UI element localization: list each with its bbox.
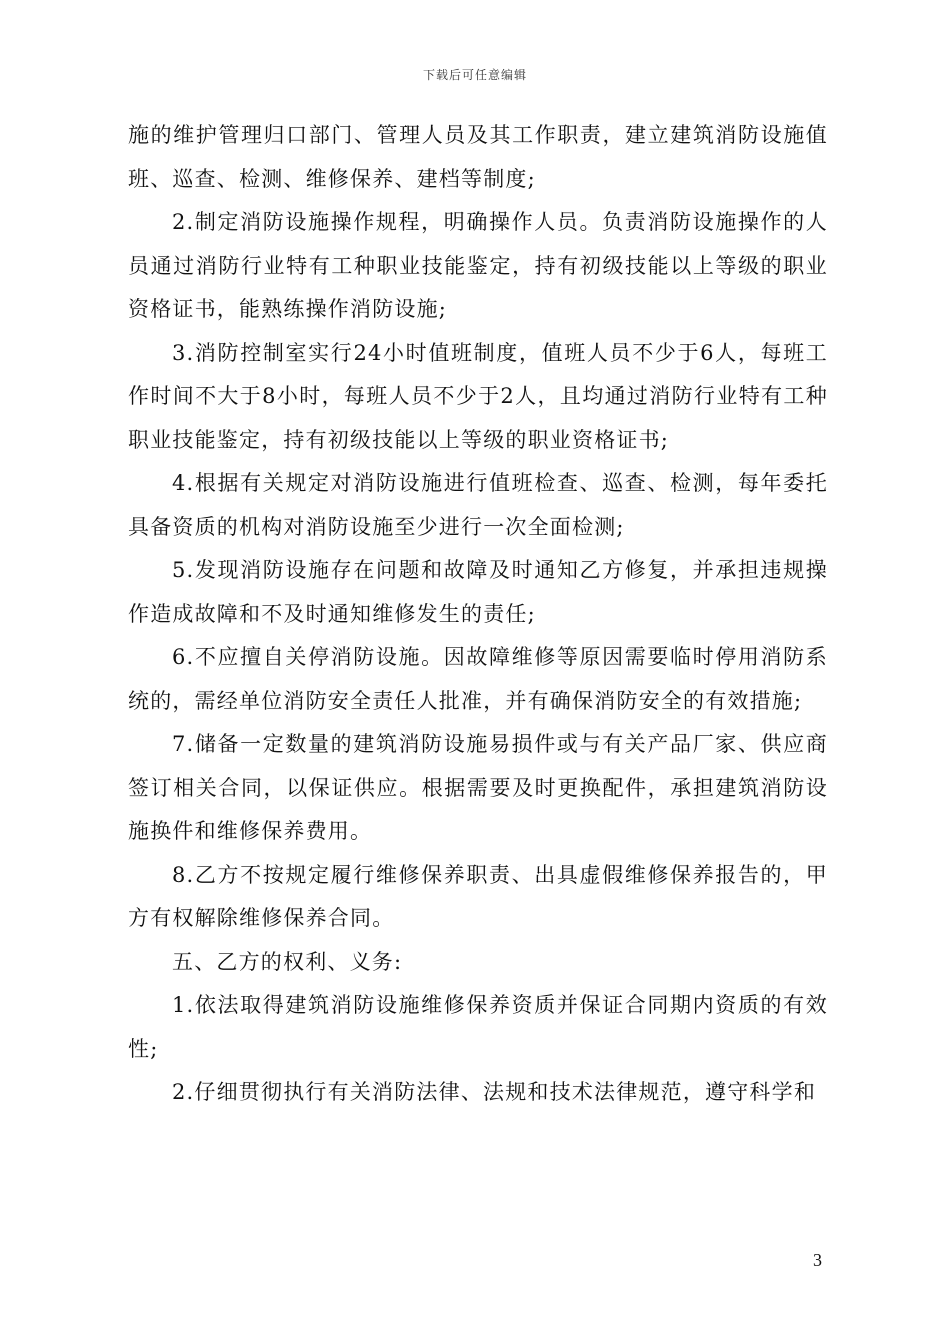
page-number: 3 (813, 1250, 822, 1270)
section-heading: 五、乙方的权利、义务: (172, 949, 403, 974)
paragraph-continuation: 施的维护管理归口部门、管理人员及其工作职责，建立建筑消防设施值班、巡查、检测、维修保养、建档等制度; (128, 123, 828, 191)
document-body (128, 114, 828, 1115)
paragraph-item-6: 6.不应擅自关停消防设施。因故障维修等原因需要临时停用消防系统的，需经单位消防安全责任人批准，并有确保消防安全的有效措施; (128, 645, 828, 713)
page-header: 下载后可任意编辑 (422, 68, 527, 82)
paragraph-item-3: 3.消防控制室实行24小时值班制度，值班人员不少于6人，每班工作时间不大于8小时，每班人员不少于2人，且均通过消防行业特有工种职业技能鉴定，持有初级技能以上等级的职业资格证书; (128, 340, 828, 452)
paragraph-item-4: 4.根据有关规定对消防设施进行值班检查、巡查、检测，每年委托具备资质的机构对消防设施至少进行一次全面检测; (128, 471, 828, 539)
paragraph-item-2b: 2.仔细贯彻执行有关消防法律、法规和技术法律规范，遵守科学和 (172, 1080, 817, 1104)
paragraph-item-2: 2.制定消防设施操作规程，明确操作人员。负责消防设施操作的人员通过消防行业特有工种职业技能鉴定，持有初级技能以上等级的职业资格证书，能熟练操作消防设施; (128, 210, 828, 321)
paragraph-item-5: 5.发现消防设施存在问题和故障及时通知乙方修复，并承担违规操作造成故障和不及时通知维修发生的责任; (128, 558, 828, 626)
paragraph-item-1: 1.依法取得建筑消防设施维修保养资质并保证合同期内资质的有效性; (128, 993, 828, 1061)
paragraph-item-7: 7.储备一定数量的建筑消防设施易损件或与有关产品厂家、供应商签订相关合同，以保证供应。根据需要及时更换配件，承担建筑消防设施换件和维修保养费用。 (128, 732, 828, 843)
paragraph-item-8: 8.乙方不按规定履行维修保养职责、出具虚假维修保养报告的，甲方有权解除维修保养合同。 (128, 862, 828, 930)
